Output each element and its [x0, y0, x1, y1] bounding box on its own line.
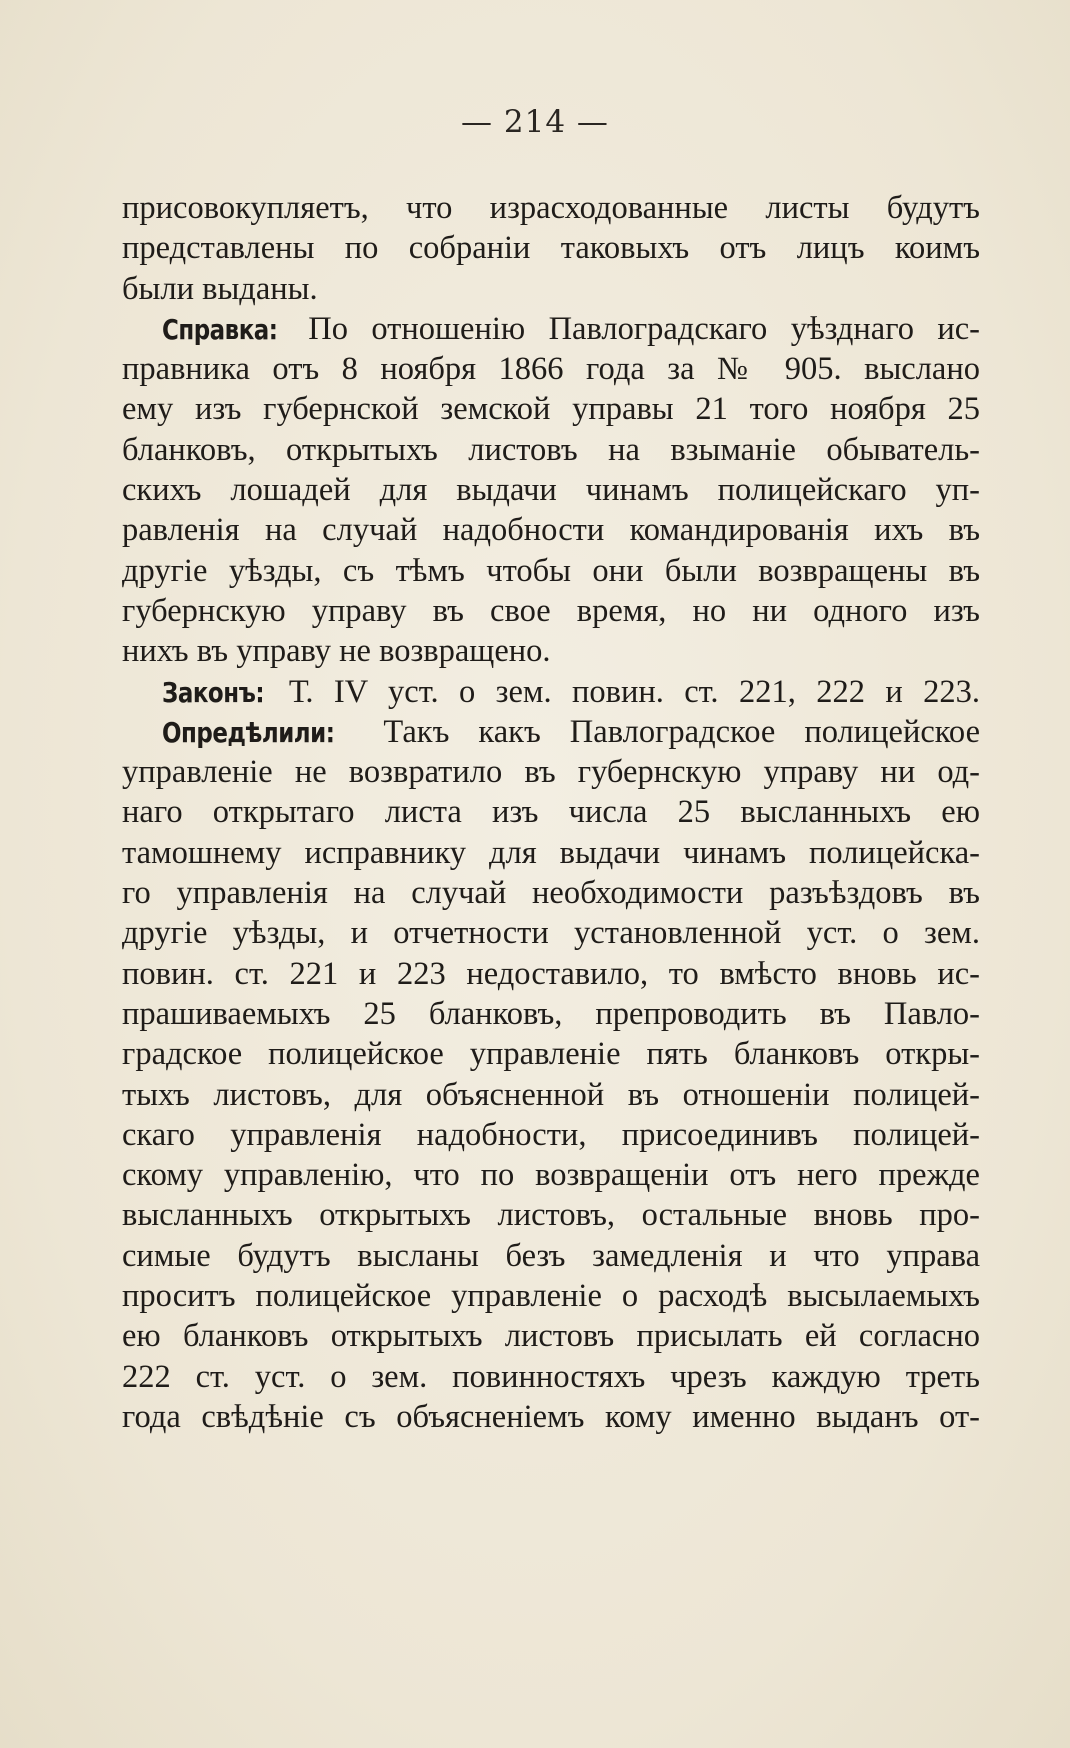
- text-line: наго открытаго листа изъ числа 25 высланныхъ ею: [122, 794, 980, 831]
- text-line: тамошнему исправнику для выдачи чинамъ полицейска-: [122, 834, 980, 871]
- text-line: ею бланковъ открытыхъ листовъ присылать ей согласно: [122, 1318, 980, 1355]
- text-line: [122, 712, 980, 752]
- text-line: равленія на случай надобности командированія ихъ въ: [122, 512, 980, 549]
- text-line: прашиваемыхъ 25 бланковъ, препроводить въ Павло-: [122, 995, 980, 1032]
- section-label-spravka: Справка:: [162, 312, 278, 346]
- text-line: бланковъ, открытыхъ листовъ на взыманіе обыватель-: [122, 431, 980, 468]
- text-fragment: Такъ какъ Павлоградское полицейское: [383, 713, 980, 750]
- text-line: 222 ст. уст. о зем. повинностяхъ чрезъ каждую треть: [122, 1358, 980, 1395]
- paragraph-zakon: [122, 672, 980, 712]
- section-label-zakon: Законъ:: [162, 675, 265, 709]
- paragraph-opredelili: [122, 712, 980, 1437]
- text-line: проситъ полицейское управленіе о расходѣ высылаемыхъ: [122, 1278, 980, 1315]
- text-line: скихъ лошадей для выдачи чинамъ полицейскаго уп-: [122, 472, 980, 509]
- text-line: скому управленію, что по возвращеніи отъ него прежде: [122, 1157, 980, 1194]
- paragraph-spravka: [122, 309, 980, 672]
- text-line: повин. ст. 221 и 223 недоставило, то вмѣсто вновь ис-: [122, 955, 980, 992]
- text-body: [122, 188, 980, 1437]
- text-fragment: Т. IV уст. о зем. повин. ст. 221, 222 и 223.: [288, 673, 980, 710]
- text-line: [122, 672, 980, 712]
- text-line: были выданы.: [122, 270, 318, 307]
- text-line: присовокупляетъ, что израсходованные листы будутъ: [122, 190, 980, 226]
- text-line: [122, 309, 980, 349]
- text-line: тыхъ листовъ, для объясненной въ отношеніи полицей-: [122, 1076, 980, 1113]
- paragraph-continuation: [122, 188, 980, 309]
- page-number: — 214 —: [461, 104, 609, 140]
- text-line: нихъ въ управу не возвращено.: [122, 633, 551, 670]
- text-line: симые будутъ высланы безъ замедленія и что управа: [122, 1237, 980, 1274]
- text-line: правника отъ 8 ноября 1866 года за № 905. выслано: [122, 351, 980, 388]
- text-line: губернскую управу въ свое время, но ни одного изъ: [122, 592, 980, 629]
- text-fragment: По отношенію Павлоградскаго уѣзднаго ис-: [308, 310, 980, 347]
- text-line: скаго управленія надобности, присоединивъ полицей-: [122, 1116, 980, 1153]
- text-line: управленіе не возвратило въ губернскую управу ни од-: [122, 754, 980, 791]
- text-line: градское полицейское управленіе пять бланковъ откры-: [122, 1036, 980, 1073]
- section-label-opredelili: Опредѣлили:: [162, 715, 335, 749]
- text-line: высланныхъ открытыхъ листовъ, остальные вновь про-: [122, 1197, 980, 1234]
- text-line: другіе уѣзды, и отчетности установленной уст. о зем.: [122, 915, 980, 952]
- text-line: го управленія на случай необходимости разъѣздовъ въ: [122, 875, 980, 912]
- text-line: представлены по собраніи таковыхъ отъ лицъ коимъ: [122, 230, 980, 267]
- text-line: ему изъ губернской земской управы 21 того ноября 25: [122, 391, 980, 428]
- text-line: года свѣдѣніе съ объясненіемъ кому именно выданъ от-: [122, 1398, 980, 1435]
- text-line: другіе уѣзды, съ тѣмъ чтобы они были возвращены въ: [122, 552, 980, 589]
